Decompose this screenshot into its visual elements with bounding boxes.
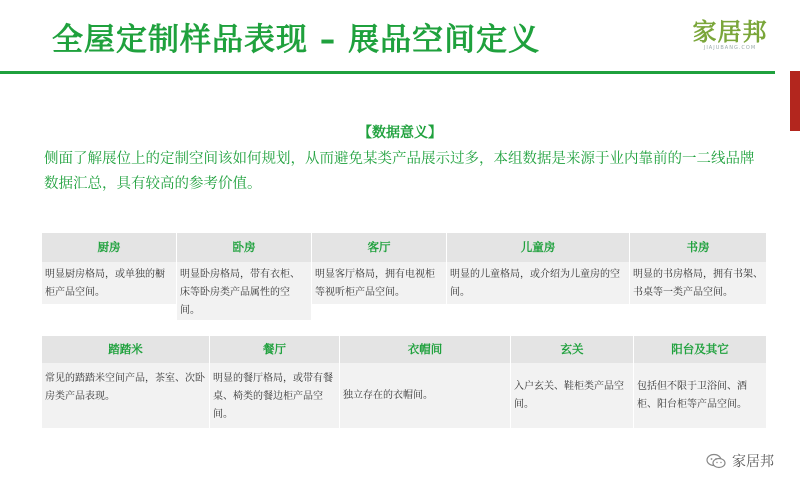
space-table-2: [42, 336, 766, 428]
table-column-bedroom: [177, 233, 312, 316]
page-title: 全屋定制样品表现 – 展品空间定义: [52, 22, 541, 58]
column-header: 阳台及其它: [634, 336, 766, 363]
title-divider: [0, 71, 775, 74]
wechat-icon: [706, 453, 726, 469]
table-column-cloakroom: [340, 336, 511, 428]
table-column-living-room: [312, 233, 447, 304]
section-description: 侧面了解展位上的定制空间该如何规划，从而避免某类产品展示过多，本组数据是来源于业内靠前的一二线品牌数据汇总，具有较高的参考价值。: [44, 151, 755, 192]
column-header: 踏踏米: [42, 336, 209, 363]
column-header: 玄关: [511, 336, 633, 363]
table-column-balcony-other: [634, 336, 766, 428]
column-description: 包括但不限于卫浴间、酒柜、阳台柜等产品空间。: [634, 363, 766, 428]
column-description: 明显的餐厅格局，或带有餐桌、椅类的餐边柜产品空间。: [210, 363, 339, 428]
column-header: 厨房: [42, 233, 176, 262]
logo-text: 家居邦: [692, 17, 768, 46]
column-description: 明显的书房格局，拥有书架、书桌等一类产品空间。: [630, 262, 766, 304]
table-column-kids-room: [447, 233, 630, 304]
column-header: 餐厅: [210, 336, 339, 363]
table-column-tatami: [42, 336, 210, 428]
column-description: 入户玄关、鞋柜类产品空间。: [511, 363, 633, 428]
column-description: 明显卧房格局，带有衣柜、床等卧房类产品属性的空间。: [177, 262, 311, 320]
column-description: 常见的踏踏米空间产品，茶室、次卧房类产品表现。: [42, 363, 209, 428]
column-header: 儿童房: [447, 233, 629, 262]
table-column-dining-room: [210, 336, 340, 428]
column-header: 衣帽间: [340, 336, 510, 363]
table-column-entryway: [511, 336, 634, 428]
column-header: 卧房: [177, 233, 311, 262]
brand-logo: [682, 12, 778, 51]
logo-subtext: JIAJUBANG.COM: [703, 45, 757, 51]
column-header: 客厅: [312, 233, 446, 262]
column-description: 独立存在的衣帽间。: [340, 363, 510, 428]
section-heading: 【数据意义】: [358, 125, 442, 141]
table-column-kitchen: [42, 233, 177, 304]
column-description: 明显客厅格局，拥有电视柜等视听柜产品空间。: [312, 262, 446, 304]
wechat-account-name: 家居邦: [732, 454, 774, 470]
wechat-watermark: [706, 451, 774, 471]
column-description: 明显的儿童格局，或介绍为儿童房的空间。: [447, 262, 629, 304]
column-description: 明显厨房格局，或单独的橱柜产品空间。: [42, 262, 176, 304]
space-table-1: [42, 233, 766, 316]
column-header: 书房: [630, 233, 766, 262]
table-column-study: [630, 233, 766, 304]
